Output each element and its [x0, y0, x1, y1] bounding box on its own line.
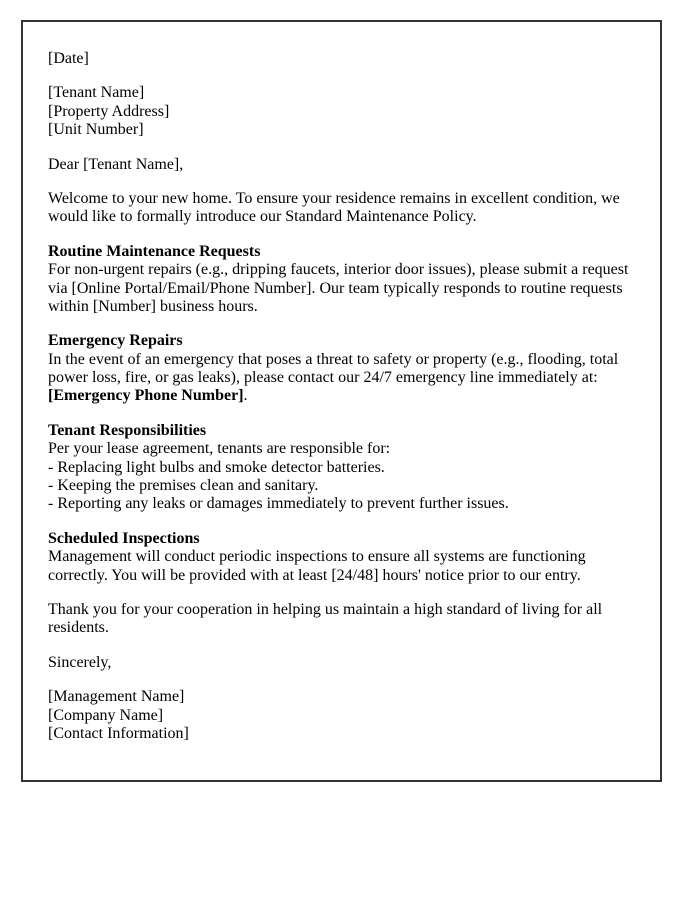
- section-body-routine-maintenance: For non-urgent repairs (e.g., dripping faucets, interior door issues), please submit a request via [Online Portal/Email/Phone Number]. Our team typically responds to routine requests within [Number] business hours.: [48, 261, 629, 315]
- recipient-property-address: [Property Address]: [48, 102, 170, 120]
- intro-text: Welcome to your new home. To ensure your residence remains in excellent condition, we would like to formally introduce our Standard Maintenance Policy.: [48, 189, 620, 226]
- section-heading-scheduled-inspections: Scheduled Inspections: [48, 529, 200, 547]
- responsibility-item-clean-premises: - Keeping the premises clean and sanitary.: [48, 477, 319, 495]
- salutation-text: Dear [Tenant Name],: [48, 155, 184, 173]
- signature-management-name: [Management Name]: [48, 688, 185, 706]
- signature-contact-information: [Contact Information]: [48, 724, 189, 742]
- section-scheduled-inspections: [48, 530, 635, 585]
- section-tenant-responsibilities: [48, 422, 635, 514]
- intro-paragraph: [48, 190, 635, 227]
- salutation: [48, 156, 635, 174]
- responsibility-item-light-bulbs: - Replacing light bulbs and smoke detector batteries.: [48, 458, 385, 476]
- emergency-body-text: In the event of an emergency that poses a threat to safety or property (e.g., flooding, total power loss, fire, or gas leaks), please contact our 24/7 emergency line immediately at:: [48, 350, 619, 387]
- section-body-emergency-repairs: [48, 351, 618, 405]
- recipient-unit-number: [Unit Number]: [48, 121, 144, 139]
- signoff: [48, 654, 635, 672]
- section-heading-routine-maintenance: Routine Maintenance Requests: [48, 242, 261, 260]
- recipient-tenant-name: [Tenant Name]: [48, 84, 145, 102]
- maintenance-policy-letter: [21, 20, 662, 782]
- recipient-block: [48, 84, 635, 139]
- date-block: [48, 50, 635, 68]
- emergency-body-period: .: [243, 387, 248, 405]
- tenant-responsibilities-intro: Per your lease agreement, tenants are responsible for:: [48, 440, 391, 458]
- closing-paragraph: [48, 601, 635, 638]
- responsibility-item-report-leaks: - Reporting any leaks or damages immediately to prevent further issues.: [48, 495, 509, 513]
- closing-text: Thank you for your cooperation in helping us maintain a high standard of living for all residents.: [48, 600, 603, 637]
- emergency-phone-placeholder: [Emergency Phone Number]: [48, 387, 244, 405]
- section-heading-emergency-repairs: Emergency Repairs: [48, 332, 183, 350]
- signoff-text: Sincerely,: [48, 653, 112, 671]
- signature-block: [48, 688, 635, 743]
- date-placeholder: [Date]: [48, 50, 89, 67]
- section-heading-tenant-responsibilities: Tenant Responsibilities: [48, 421, 207, 439]
- signature-company-name: [Company Name]: [48, 706, 164, 724]
- section-routine-maintenance: [48, 243, 635, 317]
- section-emergency-repairs: [48, 332, 635, 406]
- section-body-scheduled-inspections: Management will conduct periodic inspections to ensure all systems are functioning correctly. You will be provided with at least [24/48] hours' notice prior to our entry.: [48, 548, 586, 584]
